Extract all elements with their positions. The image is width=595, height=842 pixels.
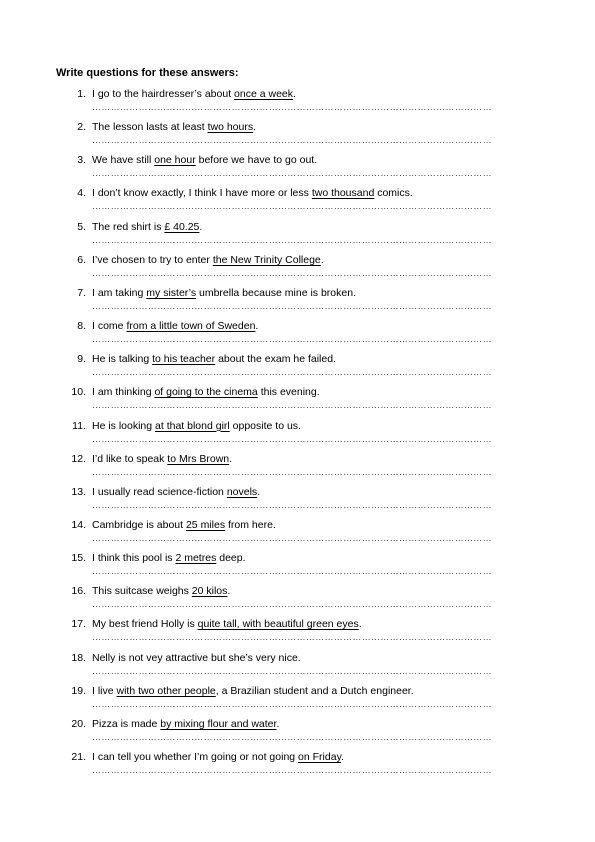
underlined-phrase: two hours [207,121,254,134]
question-item [0,187,595,220]
sentence-text: I am thinking [92,386,155,399]
question-item [0,585,595,618]
question-number: 1. [77,88,86,100]
question-item [0,718,595,751]
sentence-text: deep. [216,552,246,565]
sentence-text: from here. [225,518,276,531]
answer-line[interactable]: ………………………………………………………………………………………………………………… [92,634,492,641]
underlined-phrase: my sister’s [146,286,197,299]
sentence-text: . [320,253,324,266]
answer-line[interactable]: ………………………………………………………………………………………………………………… [92,767,492,773]
sentence-text: We have still [92,154,155,167]
sentence-text: . [255,320,259,333]
question-number: 18. [71,651,86,664]
sentence-text: The red shirt is [92,220,165,233]
sentence-text: I live [92,684,117,697]
underlined-phrase: from a little town of Sweden [126,320,256,333]
sentence-text: . [293,88,296,100]
sentence-text: Cambridge is about [92,518,186,531]
question-item [0,320,595,353]
sentence-text: . [341,751,344,763]
question-item [0,420,595,453]
question-item [0,552,595,585]
answer-line[interactable]: ………………………………………………………………………………………………………………… [92,269,492,276]
answer-line[interactable]: ………………………………………………………………………………………………………………… [92,402,492,409]
question-item [0,154,595,187]
answer-line[interactable]: ………………………………………………………………………………………………………………… [92,435,492,442]
underlined-phrase: novels [226,485,258,498]
sentence-text: This suitcase weighs [92,585,192,598]
answer-line[interactable]: ………………………………………………………………………………………………………………… [92,700,492,707]
underlined-phrase: of going to the cinema [154,386,258,399]
worksheet-title: Write questions for these answers: [56,67,239,79]
answer-line[interactable]: ………………………………………………………………………………………………………………… [92,137,492,144]
question-number: 8. [77,320,86,333]
answer-line[interactable]: ………………………………………………………………………………………………………………… [92,534,492,541]
answer-sentence [92,420,301,433]
question-number: 14. [71,518,86,531]
sentence-text: I can tell you whether I’m going or not going [92,751,299,763]
question-number: 11. [72,419,86,432]
sentence-text: this evening. [257,386,320,399]
answer-sentence [92,187,413,200]
sentence-text: . [199,220,203,233]
sentence-text: opposite to us. [229,419,301,432]
sentence-text: before we have to go out. [195,154,318,167]
question-number: 4. [77,187,86,200]
answer-sentence [92,320,258,333]
question-item [0,287,595,320]
question-item [0,221,595,254]
answer-sentence [92,585,230,598]
underlined-phrase: one hour [154,154,196,167]
underlined-phrase: 20 kilos [191,585,228,598]
sentence-text: Nelly is not vey attractive but she’s very nice. [92,651,301,664]
question-number: 16. [71,585,86,598]
question-number: 15. [71,552,86,565]
question-number: 2. [77,121,86,134]
question-item [0,121,595,154]
sentence-text: I’d like to speak [92,452,168,465]
question-number: 7. [77,286,86,299]
answer-line[interactable]: ………………………………………………………………………………………………………………… [92,236,492,243]
sentence-text: I am taking [92,286,147,299]
underlined-phrase: once a week [234,88,294,100]
answer-sentence [92,386,320,399]
answer-line[interactable]: ………………………………………………………………………………………………………………… [92,302,492,309]
sentence-text: I think this pool is [92,552,176,565]
question-number: 12. [71,452,86,465]
sentence-text: . [276,717,280,730]
sentence-text: The lesson lasts at least [92,121,208,134]
question-number: 17. [71,618,86,631]
answer-line[interactable]: ………………………………………………………………………………………………………………… [92,104,492,110]
sentence-text: umbrella because mine is broken. [196,286,356,299]
answer-line[interactable]: ………………………………………………………………………………………………………………… [92,369,492,376]
question-item [0,751,595,784]
question-number: 3. [77,154,86,167]
sentence-text: I go to the hairdresser’s about [92,88,235,100]
question-item [0,685,595,718]
sentence-text: I usually read science-fiction [92,485,227,498]
sentence-text: . [257,485,261,498]
question-item [0,618,595,651]
answer-sentence [92,486,260,499]
sentence-text: . [358,618,362,631]
underlined-phrase: at that blond girl [155,419,230,432]
answer-line[interactable]: ………………………………………………………………………………………………………………… [92,468,492,475]
answer-sentence [92,751,344,764]
question-item [0,386,595,419]
question-number: 20. [71,717,86,730]
answer-sentence [92,552,246,565]
underlined-phrase: on Friday [298,751,342,763]
underlined-phrase: 2 metres [175,552,217,565]
sentence-text: I’ve chosen to try to enter [92,253,213,266]
question-number: 21. [71,751,86,763]
answer-sentence [92,221,202,234]
underlined-phrase: to his teacher [152,353,216,366]
answer-sentence [92,254,324,267]
question-item [0,652,595,685]
question-item [0,519,595,552]
underlined-phrase: with two other people [116,684,216,697]
underlined-phrase: to Mrs Brown [167,452,230,465]
question-number: 5. [77,220,86,233]
sentence-text: He is talking [92,353,153,366]
answer-line[interactable]: ………………………………………………………………………………………………………………… [92,667,492,674]
answer-sentence [92,718,279,731]
question-item [0,353,595,386]
question-number: 19. [71,684,86,697]
answer-line[interactable]: ………………………………………………………………………………………………………………… [92,601,492,608]
question-number: 9. [77,353,86,366]
sentence-text: My best friend Holly is [92,618,198,631]
question-number: 6. [77,253,86,266]
sentence-text: . [227,585,231,598]
question-item [0,88,595,121]
sentence-text: I don’t know exactly, I think I have more or less [92,187,312,200]
answer-line[interactable]: ………………………………………………………………………………………………………………… [92,501,492,508]
answer-sentence [92,287,356,300]
answer-sentence [92,519,276,532]
answer-line[interactable]: ………………………………………………………………………………………………………………… [92,733,492,740]
sentence-text: He is looking [92,419,156,432]
question-item [0,254,595,287]
sentence-text: . [229,452,233,465]
answer-sentence [92,121,256,134]
answer-sentence [92,353,336,366]
answer-line[interactable]: ………………………………………………………………………………………………………………… [92,336,492,343]
question-number: 10. [71,386,86,399]
answer-sentence [92,88,296,101]
answer-line[interactable]: ………………………………………………………………………………………………………………… [92,170,492,177]
underlined-phrase: £ 40.25 [164,220,200,233]
sentence-text: I come [92,320,127,333]
sentence-text: Pizza is made [92,717,161,730]
answer-sentence [92,618,362,631]
answer-line[interactable]: ………………………………………………………………………………………………………………… [92,568,492,575]
underlined-phrase: two thousand [311,187,375,200]
answer-sentence [92,652,301,665]
underlined-phrase: the New Trinity College [212,253,321,266]
sentence-text: comics. [374,187,413,200]
answer-sentence [92,154,317,167]
answer-sentence [92,453,232,466]
sentence-text: . [253,121,257,134]
question-item [0,486,595,519]
sentence-text: , a Brazilian student and a Dutch engineer. [215,684,414,697]
answer-line[interactable]: ………………………………………………………………………………………………………………… [92,203,492,210]
underlined-phrase: quite tall, with beautiful green eyes [197,618,359,631]
underlined-phrase: by mixing flour and water [160,717,277,730]
answer-sentence [92,685,414,698]
sentence-text: about the exam he failed. [215,353,336,366]
underlined-phrase: 25 miles [185,518,226,531]
question-item [0,453,595,486]
question-number: 13. [71,485,86,498]
